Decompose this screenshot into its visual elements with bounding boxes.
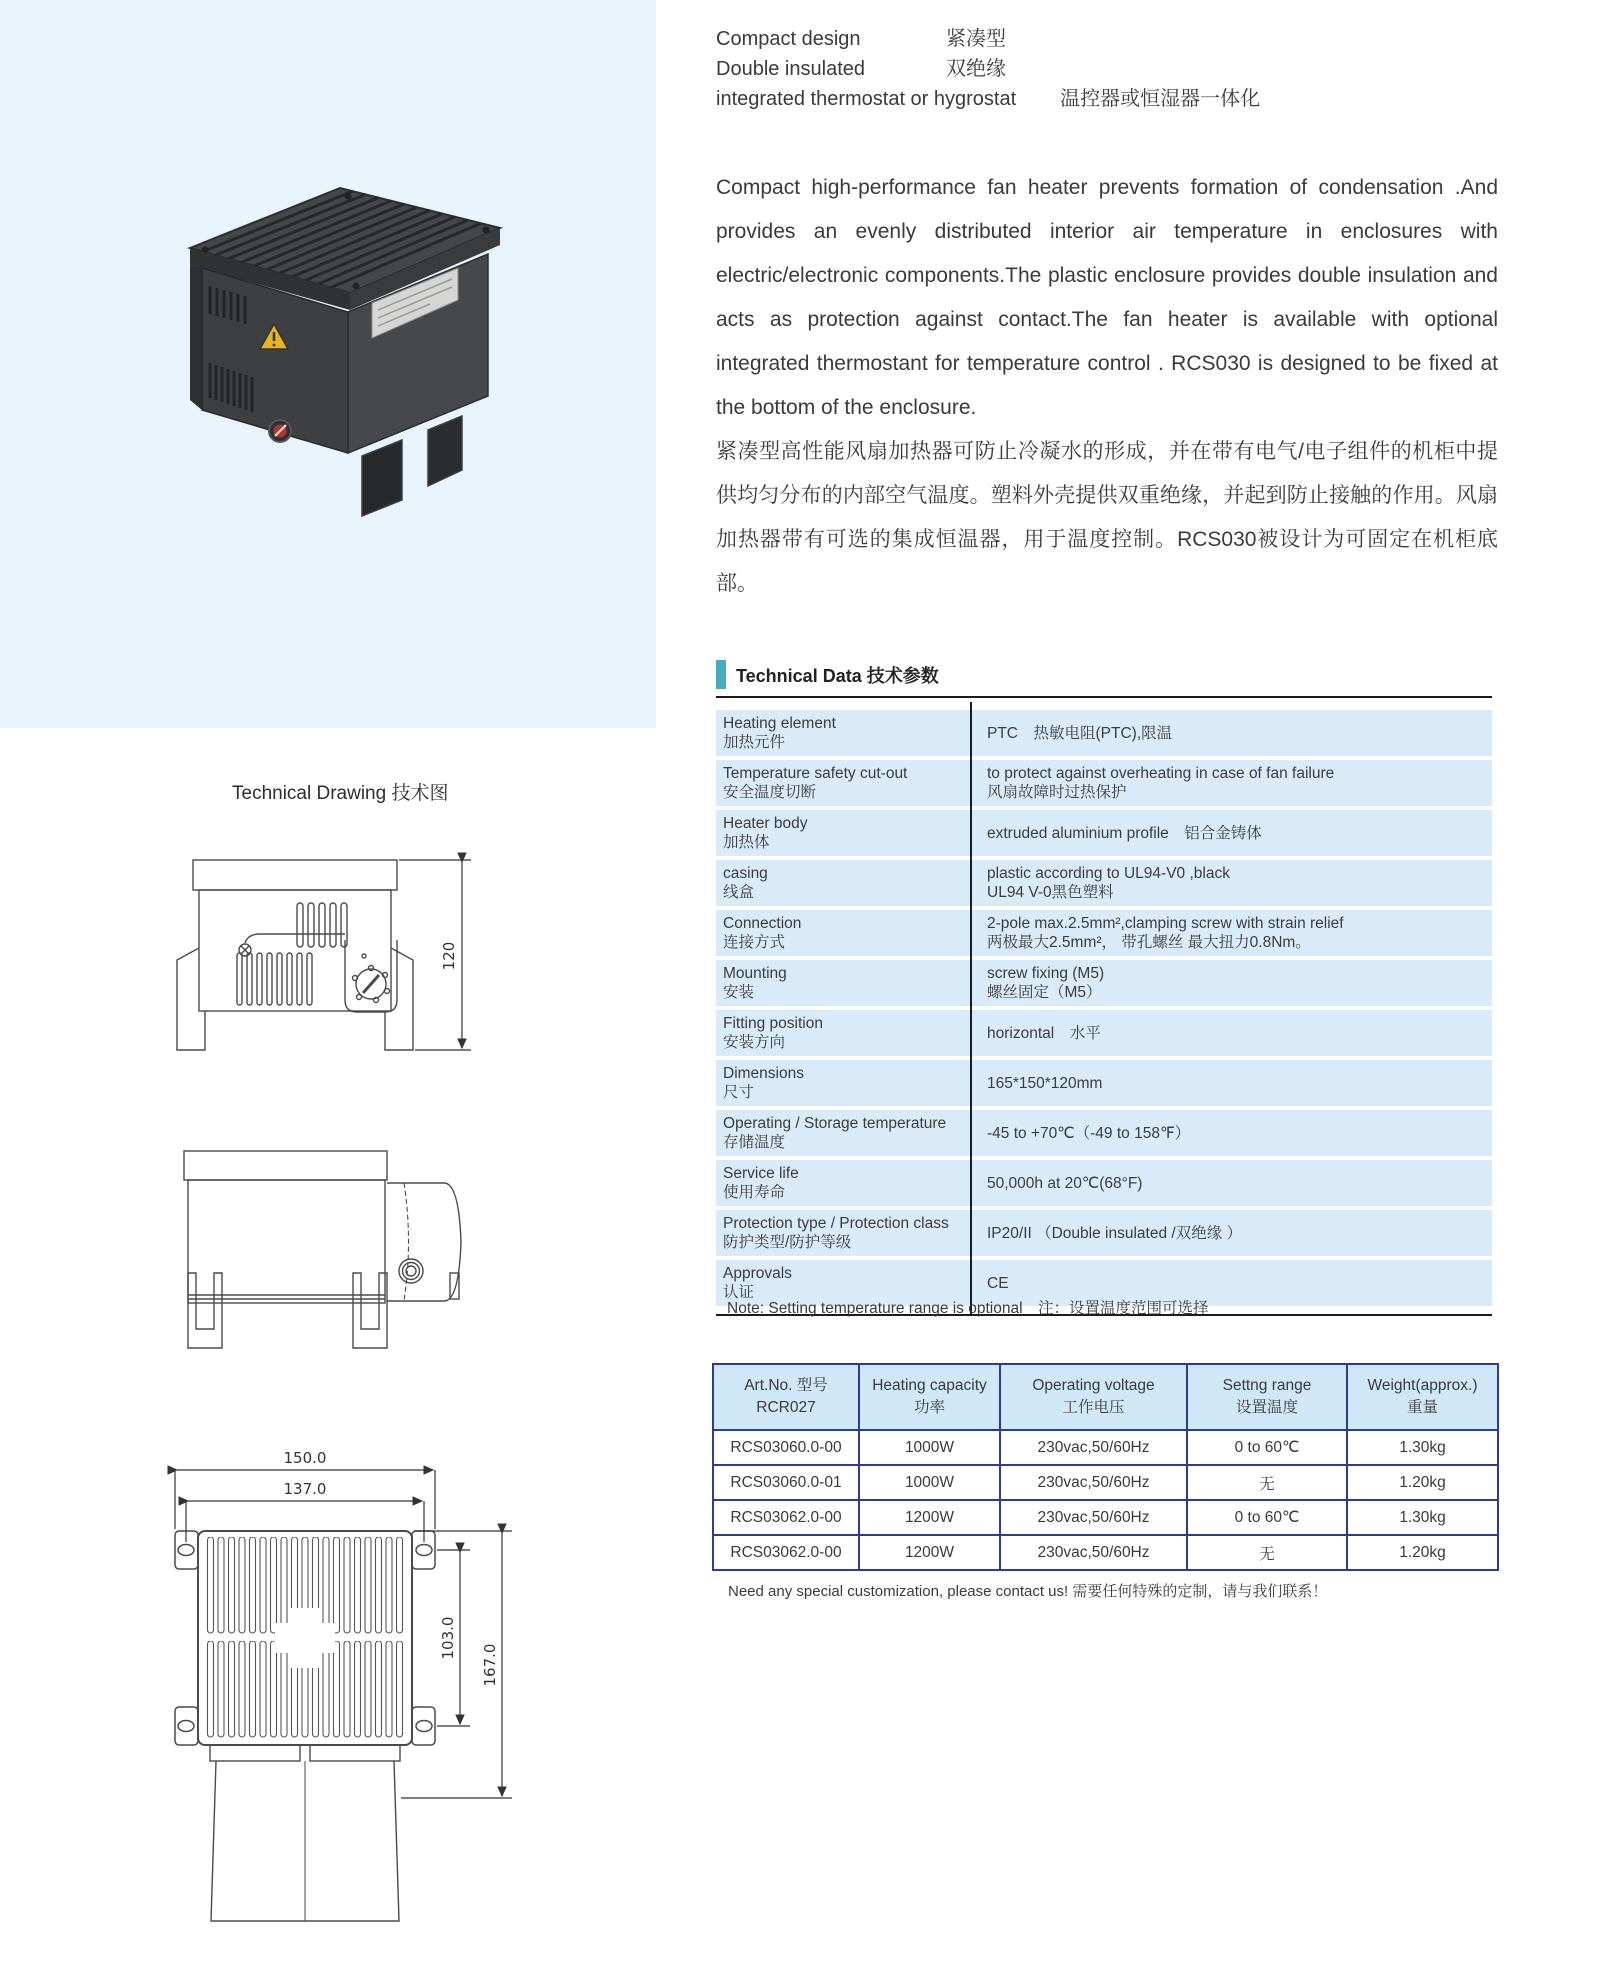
- row-label-cn: 安装: [723, 984, 755, 1001]
- product-description: [716, 166, 1498, 606]
- feature-row: [716, 54, 1260, 84]
- col-header-en: Operating voltage: [1032, 1377, 1155, 1394]
- voltage-cell: 230vac,50/60Hz: [1000, 1535, 1187, 1570]
- art-no-cell: RCS03060.0-01: [713, 1465, 859, 1500]
- art-no-cell: RCS03062.0-00: [713, 1535, 859, 1570]
- weight-cell: 1.20kg: [1347, 1535, 1498, 1570]
- row-value-cn: 螺丝固定（M5）: [987, 984, 1102, 1001]
- weight-cell: 1.30kg: [1347, 1430, 1498, 1465]
- row-label-en: Connection: [723, 915, 802, 932]
- table-row: [716, 910, 1492, 956]
- product-row: [713, 1500, 1498, 1535]
- dim-167: 167.0: [481, 1643, 499, 1687]
- description-cn: 紧凑型高性能风扇加热器可防止冷凝水的形成，并在带有电气/电子组件的机柜中提供均匀分布的内部空气温度。塑料外壳提供双重绝缘，并起到防止接触的作用。风扇加热器带有可选的集成恒温器，用于温度控制。RCS030被设计为可固定在机柜底部。: [716, 440, 1498, 595]
- technical-drawing-title: Technical Drawing 技术图: [232, 783, 449, 804]
- row-label-en: Fitting position: [723, 1015, 823, 1032]
- row-value-en: 50,000h at 20℃(68°F): [987, 1174, 1143, 1192]
- product-row: [713, 1465, 1498, 1500]
- table-row: [716, 1160, 1492, 1206]
- row-label-cn: 线盒: [723, 884, 755, 901]
- row-label-en: Service life: [723, 1165, 799, 1182]
- feature-en: integrated thermostat or hygrostat: [716, 88, 1017, 110]
- technical-data-title: Technical Data 技术参数: [736, 665, 939, 686]
- table-row: [716, 760, 1492, 806]
- dim-150: 150.0: [283, 1449, 327, 1467]
- weight-cell: 1.20kg: [1347, 1465, 1498, 1500]
- table-row: [716, 1060, 1492, 1106]
- range-cell: 无: [1187, 1465, 1347, 1500]
- voltage-cell: 230vac,50/60Hz: [1000, 1500, 1187, 1535]
- col-header-cn: RCR027: [756, 1399, 816, 1416]
- table-row: [716, 860, 1492, 906]
- col-header-en: Settng range: [1222, 1377, 1312, 1394]
- row-value-cn: 两极最大2.5mm²， 带孔螺丝 最大扭力0.8Nm。: [987, 934, 1311, 951]
- col-header-cn: 工作电压: [1062, 1399, 1125, 1416]
- feature-cn: 温控器或恒湿器一体化: [1060, 88, 1261, 110]
- col-header-en: Art.No. 型号: [744, 1377, 828, 1394]
- row-value-cn: UL94 V-0黑色塑料: [987, 884, 1114, 901]
- accent-bar-icon: [716, 660, 726, 689]
- weight-cell: 1.30kg: [1347, 1500, 1498, 1535]
- table-row: [716, 710, 1492, 756]
- capacity-cell: 1200W: [859, 1535, 1000, 1570]
- row-label-en: Temperature safety cut-out: [723, 765, 908, 782]
- feature-en: Double insulated: [716, 58, 865, 80]
- row-value-en: 165*150*120mm: [987, 1074, 1103, 1092]
- row-label-cn: 安全温度切断: [723, 784, 817, 801]
- row-label-en: Dimensions: [723, 1065, 804, 1082]
- product-row: [713, 1535, 1498, 1570]
- row-value-en: CE: [987, 1274, 1009, 1292]
- dim-120: 120: [440, 941, 458, 971]
- table-row: [716, 960, 1492, 1006]
- feature-row: [716, 84, 1260, 114]
- table-row: [716, 1110, 1492, 1156]
- table-row: [716, 1010, 1492, 1056]
- feature-en: Compact design: [716, 28, 861, 50]
- description-en: Compact high-performance fan heater prevents formation of condensation .And provides an evenly distributed interior air temperature in enclosures with electric/electronic components.The plastic enclosure provides double insulation and acts as protection against contact.The fan heater is available with optional integrated thermostant for temperature control . RCS030 is designed to be fixed at the bottom of the enclosure.: [716, 176, 1498, 419]
- product-table-header: [713, 1364, 1498, 1430]
- row-value-en: to protect against overheating in case of fan failure: [987, 765, 1335, 782]
- row-label-cn: 加热体: [723, 834, 770, 851]
- top-view-drawing: [140, 1443, 530, 1943]
- row-label-en: casing: [723, 865, 768, 882]
- row-label-en: Protection type / Protection class: [723, 1215, 949, 1232]
- art-no-cell: RCS03060.0-00: [713, 1430, 859, 1465]
- feature-row: [716, 24, 1260, 54]
- col-header-cn: 重量: [1406, 1399, 1438, 1416]
- capacity-cell: 1000W: [859, 1430, 1000, 1465]
- table-divider: [970, 702, 972, 1314]
- range-cell: 0 to 60℃: [1187, 1500, 1347, 1535]
- row-label-cn: 存储温度: [723, 1134, 786, 1151]
- col-header-en: Weight(approx.): [1367, 1377, 1478, 1394]
- row-label-en: Heater body: [723, 815, 808, 832]
- technical-data-table: [716, 702, 1492, 1316]
- range-cell: 0 to 60℃: [1187, 1430, 1347, 1465]
- customization-note: Need any special customization, please contact us! 需要任何特殊的定制，请与我们联系！: [728, 1583, 1328, 1600]
- col-header-cn: 功率: [913, 1399, 945, 1416]
- row-value-en: extruded aluminium profile 铝合金铸体: [987, 824, 1262, 842]
- row-label-cn: 加热元件: [723, 734, 786, 751]
- voltage-cell: 230vac,50/60Hz: [1000, 1465, 1187, 1500]
- row-label-en: Mounting: [723, 965, 787, 982]
- row-label-cn: 认证: [723, 1284, 755, 1301]
- tech-table-note: Note: Setting temperature range is optional 注：设置温度范围可选择: [727, 1300, 1209, 1317]
- side-view-drawing: [155, 1143, 500, 1363]
- row-value-cn: 风扇故障时过热保护: [987, 784, 1127, 801]
- row-label-en: Approvals: [723, 1265, 792, 1282]
- capacity-cell: 1000W: [859, 1465, 1000, 1500]
- capacity-cell: 1200W: [859, 1500, 1000, 1535]
- voltage-cell: 230vac,50/60Hz: [1000, 1430, 1187, 1465]
- feature-cn: 紧凑型: [946, 28, 1006, 50]
- table-row: [716, 810, 1492, 856]
- row-label-cn: 使用寿命: [723, 1184, 786, 1201]
- range-cell: 无: [1187, 1535, 1347, 1570]
- dim-137: 137.0: [283, 1480, 327, 1498]
- art-no-cell: RCS03062.0-00: [713, 1500, 859, 1535]
- front-view-drawing: [145, 848, 485, 1063]
- row-label-cn: 安装方向: [723, 1034, 786, 1051]
- feature-list: [716, 24, 1260, 114]
- table-row: [716, 1210, 1492, 1256]
- row-label-cn: 防护类型/防护等级: [723, 1234, 852, 1251]
- product-table: [712, 1363, 1499, 1571]
- product-row: [713, 1430, 1498, 1465]
- row-value-en: -45 to +70℃（-49 to 158℉）: [987, 1124, 1191, 1142]
- row-label-cn: 尺寸: [723, 1084, 755, 1101]
- dim-103: 103.0: [439, 1616, 457, 1660]
- thermostat-knob: [269, 420, 291, 442]
- row-value-en: plastic according to UL94-V0 ,black: [987, 865, 1230, 882]
- row-label-en: Heating element: [723, 715, 836, 732]
- technical-data-header: [716, 660, 1492, 698]
- col-header-en: Heating capacity: [872, 1377, 987, 1394]
- feature-cn: 双绝缘: [946, 58, 1006, 80]
- row-value-en: PTC 热敏电阻(PTC),限温: [987, 724, 1173, 742]
- row-value-en: screw fixing (M5): [987, 965, 1105, 982]
- row-value-en: IP20/II （Double insulated /双绝缘 ）: [987, 1224, 1243, 1242]
- row-label-en: Operating / Storage temperature: [723, 1115, 947, 1132]
- row-value-en: 2-pole max.2.5mm²,clamping screw with strain relief: [987, 915, 1344, 932]
- col-header-cn: 设置温度: [1235, 1399, 1298, 1416]
- row-value-en: horizontal 水平: [987, 1024, 1101, 1042]
- row-label-cn: 连接方式: [723, 934, 786, 951]
- product-photo: [110, 148, 550, 548]
